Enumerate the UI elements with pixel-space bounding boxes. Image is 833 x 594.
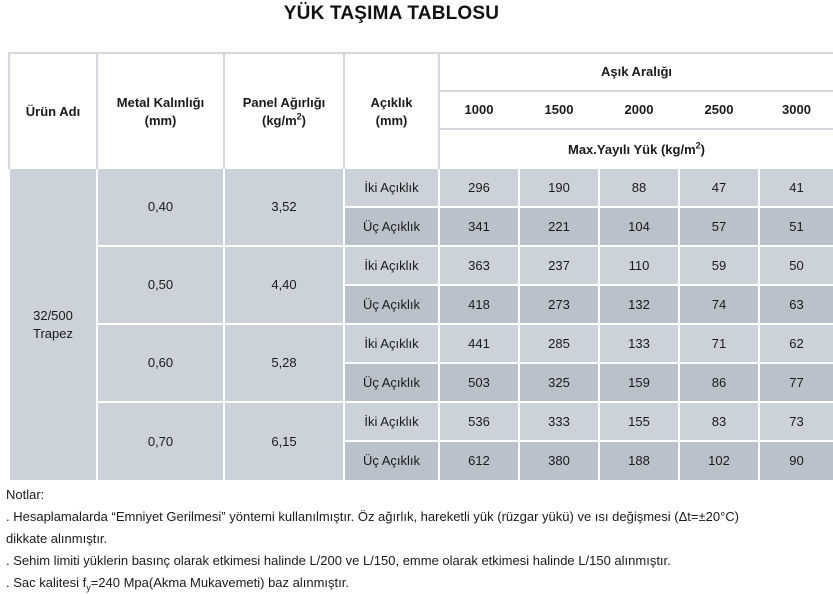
thickness-cell: 0,40 [98,169,223,245]
header-metal-thickness: Metal Kalınlığı (mm) [98,54,223,169]
header-spacing-1500: 1500 [520,92,598,128]
weight-cell: 6,15 [225,403,343,480]
header-product-name: Ürün Adı [10,54,96,169]
value-cell: 132 [600,286,678,323]
span-cell: İki Açıklık [345,247,438,284]
weight-cell: 5,28 [225,325,343,401]
value-cell: 47 [680,169,758,206]
value-cell: 159 [600,364,678,401]
value-cell: 273 [520,286,598,323]
value-cell: 62 [760,325,833,362]
value-cell: 59 [680,247,758,284]
value-cell: 190 [520,169,598,206]
value-cell: 74 [680,286,758,323]
span-cell: İki Açıklık [345,169,438,206]
value-cell: 63 [760,286,833,323]
value-cell: 363 [440,247,518,284]
span-cell: Üç Açıklık [345,364,438,401]
value-cell: 341 [440,208,518,245]
value-cell: 296 [440,169,518,206]
weight-cell: 4,40 [225,247,343,323]
thickness-cell: 0,50 [98,247,223,323]
header-spacing-2000: 2000 [600,92,678,128]
note-line: dikkate alınmıştır. [6,531,108,546]
header-spacing-2500: 2500 [680,92,758,128]
span-cell: Üç Açıklık [345,442,438,480]
header-spacing-1000: 1000 [440,92,518,128]
span-cell: İki Açıklık [345,325,438,362]
notes-section [6,484,830,594]
value-cell: 88 [600,169,678,206]
thickness-cell: 0,70 [98,403,223,480]
value-cell: 110 [600,247,678,284]
value-cell: 50 [760,247,833,284]
value-cell: 83 [680,403,758,440]
value-cell: 77 [760,364,833,401]
header-panel-weight: Panel Ağırlığı $(kg/m^2)$ [225,54,343,169]
value-cell: 90 [760,442,833,480]
value-cell: 441 [440,325,518,362]
value-cell: 285 [520,325,598,362]
notes-heading: Notlar: [6,487,45,502]
thickness-cell: 0,60 [98,325,223,401]
value-cell: 237 [520,247,598,284]
span-cell: Üç Açıklık [345,208,438,245]
span-cell: İki Açıklık [345,403,438,440]
value-cell: 57 [680,208,758,245]
note-line: . Hesaplamalarda “Emniyet Gerilmesi” yöntemi kullanılmıştır. Öz ağırlık, hareketli yük (rüzgar yükü) ve ısı değişmesi (Δt=±20°C) [6,509,740,524]
value-cell: 41 [760,169,833,206]
value-cell: 73 [760,403,833,440]
value-cell: 102 [680,442,758,480]
value-cell: 612 [440,442,518,480]
value-cell: 155 [600,403,678,440]
value-cell: 418 [440,286,518,323]
panel-weight-unit: $(kg/m^2)$ [261,111,307,128]
header-span: Açıklık (mm) [345,54,438,169]
value-cell: 51 [760,208,833,245]
span-cell: Üç Açıklık [345,286,438,323]
value-cell: 536 [440,403,518,440]
value-cell: 188 [600,442,678,480]
value-cell: 133 [600,325,678,362]
value-cell: 503 [440,364,518,401]
note-line: . Sac kalitesi $f_y=240$ Mpa(Akma Mukavemeti) baz alınmıştır. [6,575,349,593]
page-title: YÜK TAŞIMA TABLOSU [283,3,500,24]
weight-cell: 3,52 [225,169,343,245]
value-cell: 333 [520,403,598,440]
header-purlin-spacing: Aşık Aralığı [440,54,833,90]
value-cell: 104 [600,208,678,245]
value-cell: 380 [520,442,598,480]
note-line: . Sehim limiti yüklerin basınç olarak etkimesi halinde L/200 ve L/150, emme olarak etkimesi halinde L/150 alınmıştır. [6,553,671,568]
value-cell: 86 [680,364,758,401]
product-name-cell: 32/500 Trapez [10,169,96,480]
header-max-load: Max.Yayılı Yük $(kg/m^2)$ [440,130,833,169]
value-cell: 71 [680,325,758,362]
header-spacing-3000: 3000 [760,92,833,128]
value-cell: 325 [520,364,598,401]
value-cell: 221 [520,208,598,245]
